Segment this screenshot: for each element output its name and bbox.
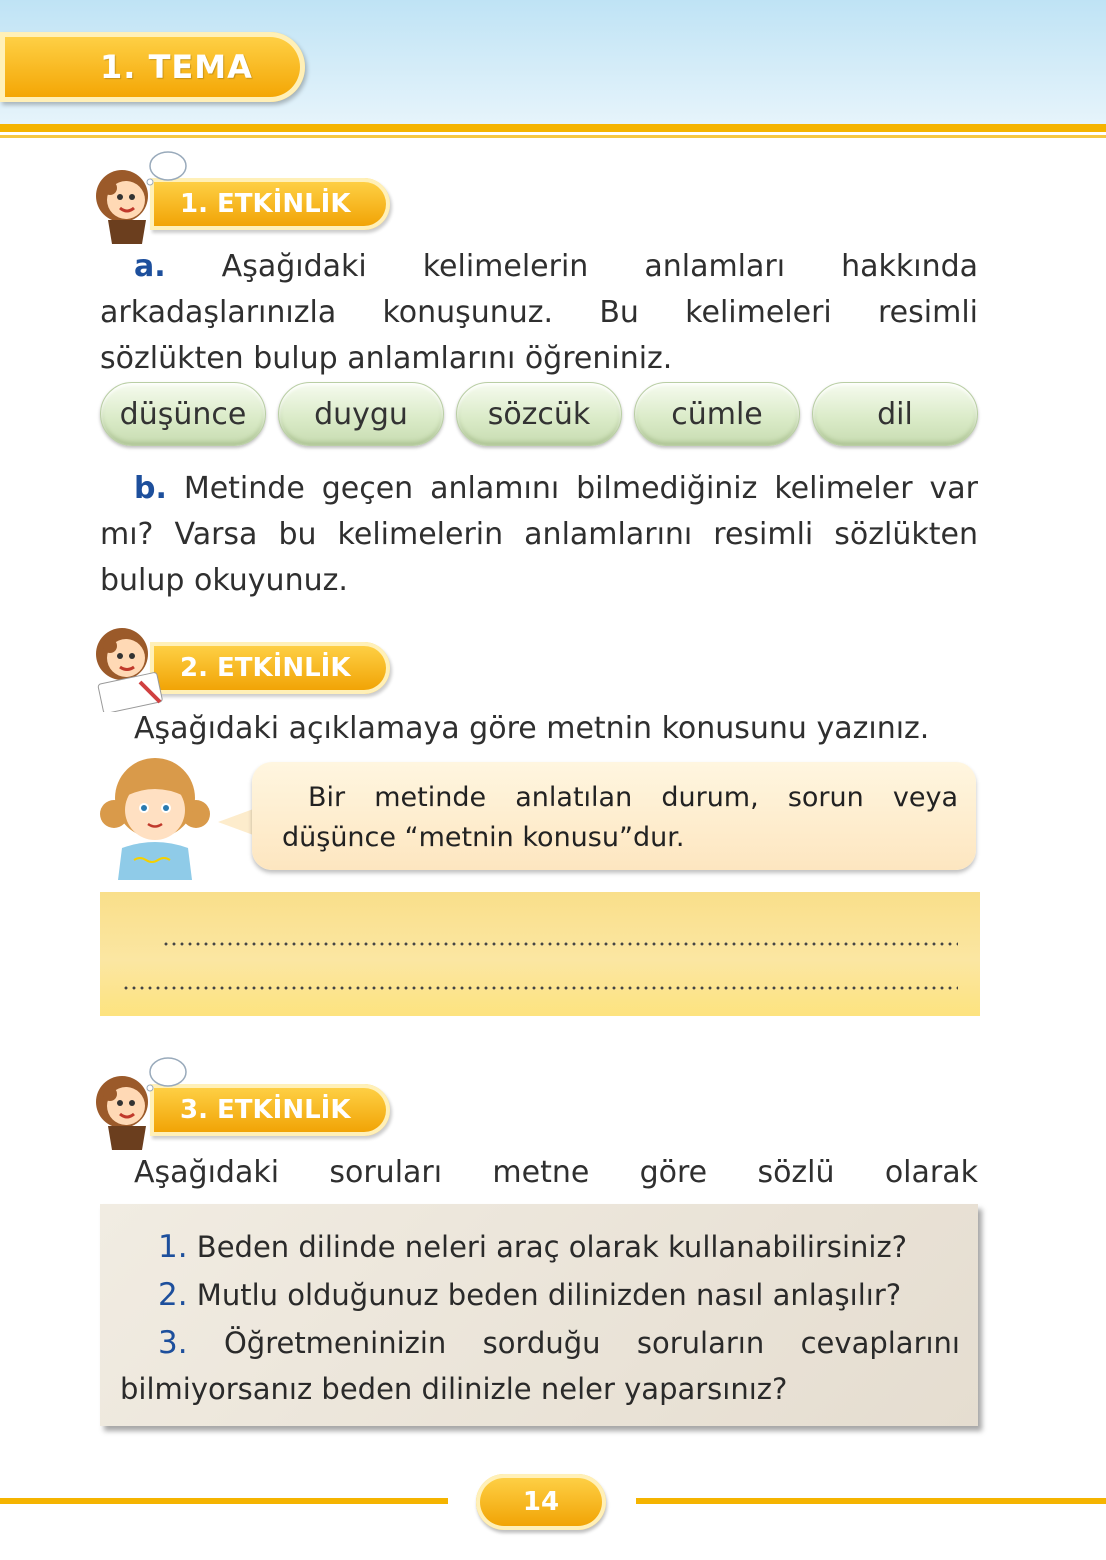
questions-box [100, 1204, 978, 1426]
question-item [120, 1224, 960, 1270]
activity3-instruction: Aşağıdaki soruları metne göre sözlü olarak [134, 1155, 978, 1190]
word-chip: sözcük [456, 382, 622, 446]
girl-character-icon [96, 752, 214, 880]
part-b-label: b. [134, 471, 167, 506]
activity1-part-a [100, 244, 978, 382]
question-text: Beden dilinde neleri araç olarak kullanabilirsiniz? [196, 1230, 908, 1264]
question-text: Mutlu olduğunuz beden dilinizden nasıl anlaşılır? [196, 1278, 902, 1312]
word-chip: duygu [278, 382, 444, 446]
word-chip: düşünce [100, 382, 266, 446]
question-item [120, 1272, 960, 1318]
word-chip: cümle [634, 382, 800, 446]
speech-bubble [252, 762, 976, 870]
answer-line[interactable] [162, 942, 958, 946]
part-a-label: a. [134, 249, 166, 284]
activity2-header [80, 612, 400, 712]
footer-divider-left [0, 1498, 448, 1504]
girl-writing-icon [80, 612, 190, 712]
question-text: Öğretmeninizin sorduğu soruların cevaplarını bilmiyorsanız beden dilinizle neler yaparsınız? [120, 1326, 960, 1406]
activity1-part-b [100, 466, 978, 604]
activity3-title: 3. ETKİNLİK [180, 1095, 351, 1125]
theme-label: 1. TEMA [100, 48, 253, 86]
question-number: 3. [158, 1325, 188, 1361]
activity2-title: 2. ETKİNLİK [180, 653, 351, 683]
answer-line[interactable] [122, 986, 958, 990]
question-item [120, 1320, 960, 1412]
activity2-instruction: Aşağıdaki açıklamaya göre metnin konusunu yazınız. [134, 711, 930, 746]
header-divider-thin [0, 135, 1106, 138]
word-chip: dil [812, 382, 978, 446]
page-number: 14 [522, 1487, 560, 1517]
header-divider [0, 124, 1106, 132]
question-number: 1. [158, 1229, 188, 1265]
page-number-pill [476, 1474, 606, 1530]
part-a-text: Aşağıdaki kelimelerin anlamları hakkında arkadaşlarınızla konuşunuz. Bu kelimeleri resimli sözlükten bulup anlamlarını öğreniniz. [100, 249, 979, 376]
activity1-header [80, 148, 400, 248]
answer-box [100, 892, 980, 1016]
activity3-header [80, 1054, 400, 1154]
part-b-text: Metinde geçen anlamını bilmediğiniz kelimeler var mı? Varsa bu kelimelerin anlamlarını resimli sözlükten bulup okuyunuz. [100, 471, 978, 598]
word-list [100, 382, 978, 446]
girl-talking-icon [80, 1054, 190, 1154]
speech-bubble-text: Bir metinde anlatılan durum, sorun veya düşünce “metnin konusu”dur. [282, 782, 958, 853]
activity1-title: 1. ETKİNLİK [180, 189, 351, 219]
theme-tab [0, 32, 305, 102]
question-number: 2. [158, 1277, 188, 1313]
footer-divider-right [636, 1498, 1106, 1504]
speech-bubble-tail [218, 808, 256, 836]
girl-talking-icon [80, 148, 190, 248]
